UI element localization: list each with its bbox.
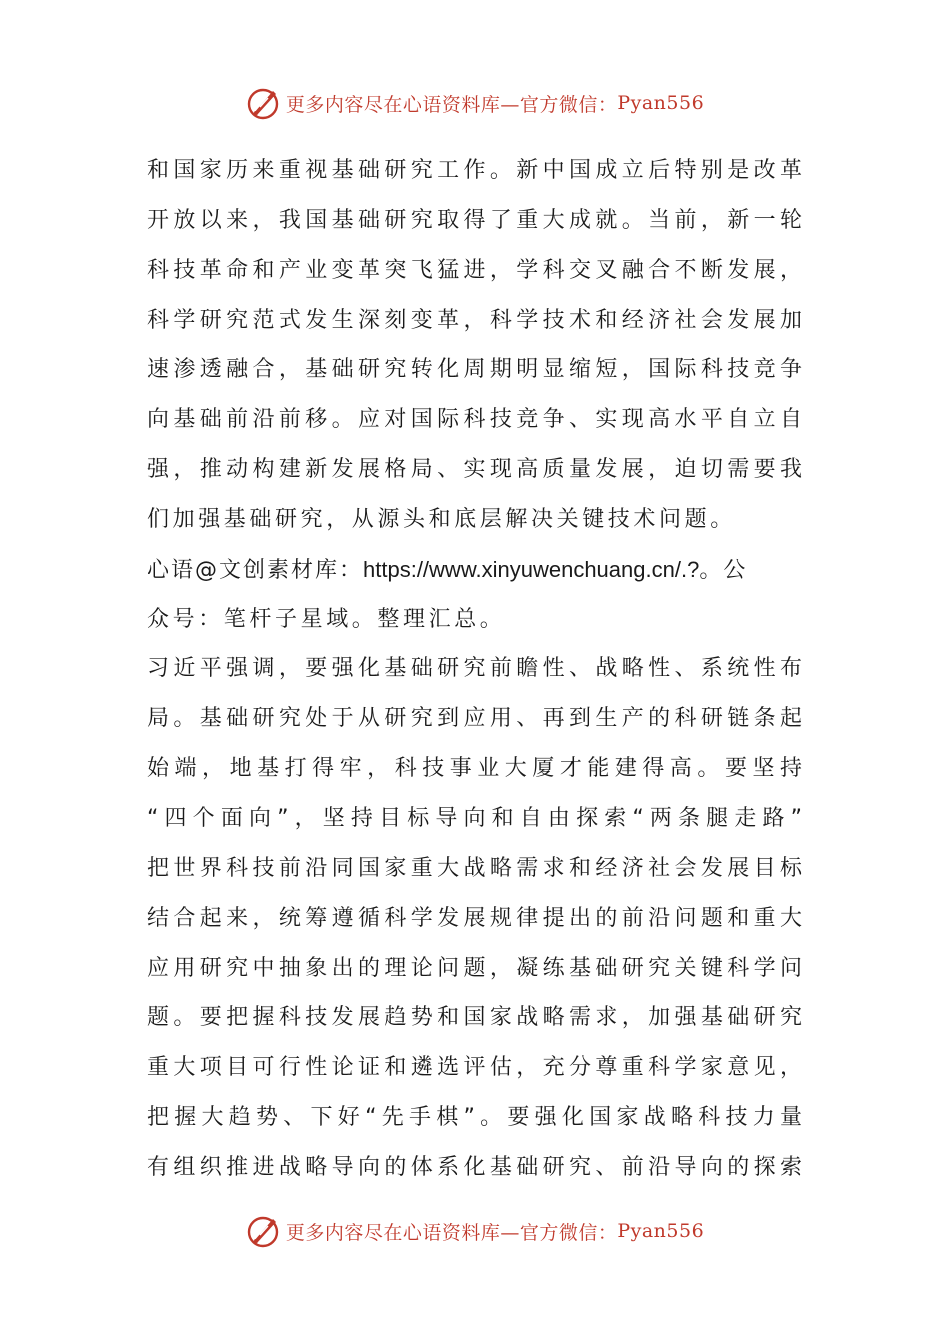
banner-text: 更多内容尽在心语资料库—官方微信：	[285, 1221, 618, 1244]
text-line: 把握大趋势、下好“先手棋”。要强化国家战略科技力量	[147, 1105, 804, 1131]
text-line: 题。要把握科技发展趋势和国家战略需求，加强基础研究	[147, 1005, 804, 1031]
text-line: 有组织推进战略导向的体系化基础研究、前沿导向的探索	[147, 1154, 804, 1180]
text-line: 习近平强调，要强化基础研究前瞻性、战略性、系统性布	[147, 656, 804, 682]
text-line: 始端，地基打得牢，科技事业大厦才能建得高。要坚持	[147, 756, 804, 782]
text-line: “四个面向”，坚持目标导向和自由探索“两条腿走路”	[147, 805, 804, 831]
text-line: 科学研究范式发生深刻变革，科学技术和经济社会发展加	[147, 307, 804, 333]
quill-logo-icon	[246, 1213, 282, 1249]
banner-wechat-id: Pyan556	[617, 92, 705, 114]
source-suffix: 。公	[699, 557, 748, 583]
text-line: 结合起来，统筹遵循科学发展规律提出的前沿问题和重大	[147, 905, 804, 931]
text-line: 强，推动构建新发展格局、实现高质量发展，迫切需要我	[147, 457, 804, 483]
source-prefix: 心语@文创素材库：	[147, 557, 364, 583]
text-line: 把世界科技前沿同国家重大战略需求和经济社会发展目标	[147, 855, 804, 881]
quill-logo-icon	[246, 85, 282, 121]
header-banner	[0, 83, 950, 123]
text-line: 们加强基础研究，从源头和底层解决关键技术问题。	[147, 506, 736, 532]
text-line: 应用研究中抽象出的理论问题，凝练基础研究关键科学问	[147, 955, 804, 981]
text-line: 科技革命和产业变革突飞猛进，学科交叉融合不断发展，	[147, 257, 804, 283]
banner-text: 更多内容尽在心语资料库—官方微信：	[285, 93, 618, 116]
banner-wechat-id: Pyan556	[617, 1220, 705, 1242]
text-line: 和国家历来重视基础研究工作。新中国成立后特别是改革	[147, 158, 804, 183]
text-line: 局。基础研究处于从研究到应用、再到生产的科研链条起	[147, 706, 804, 732]
footer-banner	[0, 1211, 950, 1251]
text-line: 开放以来，我国基础研究取得了重大成就。当前，新一轮	[147, 207, 804, 233]
source-url-link[interactable]: https://www.xinyuwenchuang.cn/.?	[363, 556, 700, 582]
text-line: 速渗透融合，基础研究转化周期明显缩短，国际科技竞争	[147, 357, 804, 383]
document-body	[147, 146, 804, 1193]
source-line	[147, 545, 804, 595]
source-line-continued: 众号：笔杆子星域。整理汇总。	[147, 606, 506, 632]
text-line: 向基础前沿前移。应对国际科技竞争、实现高水平自立自	[147, 407, 804, 433]
text-line: 重大项目可行性论证和遴选评估，充分尊重科学家意见，	[147, 1055, 804, 1081]
